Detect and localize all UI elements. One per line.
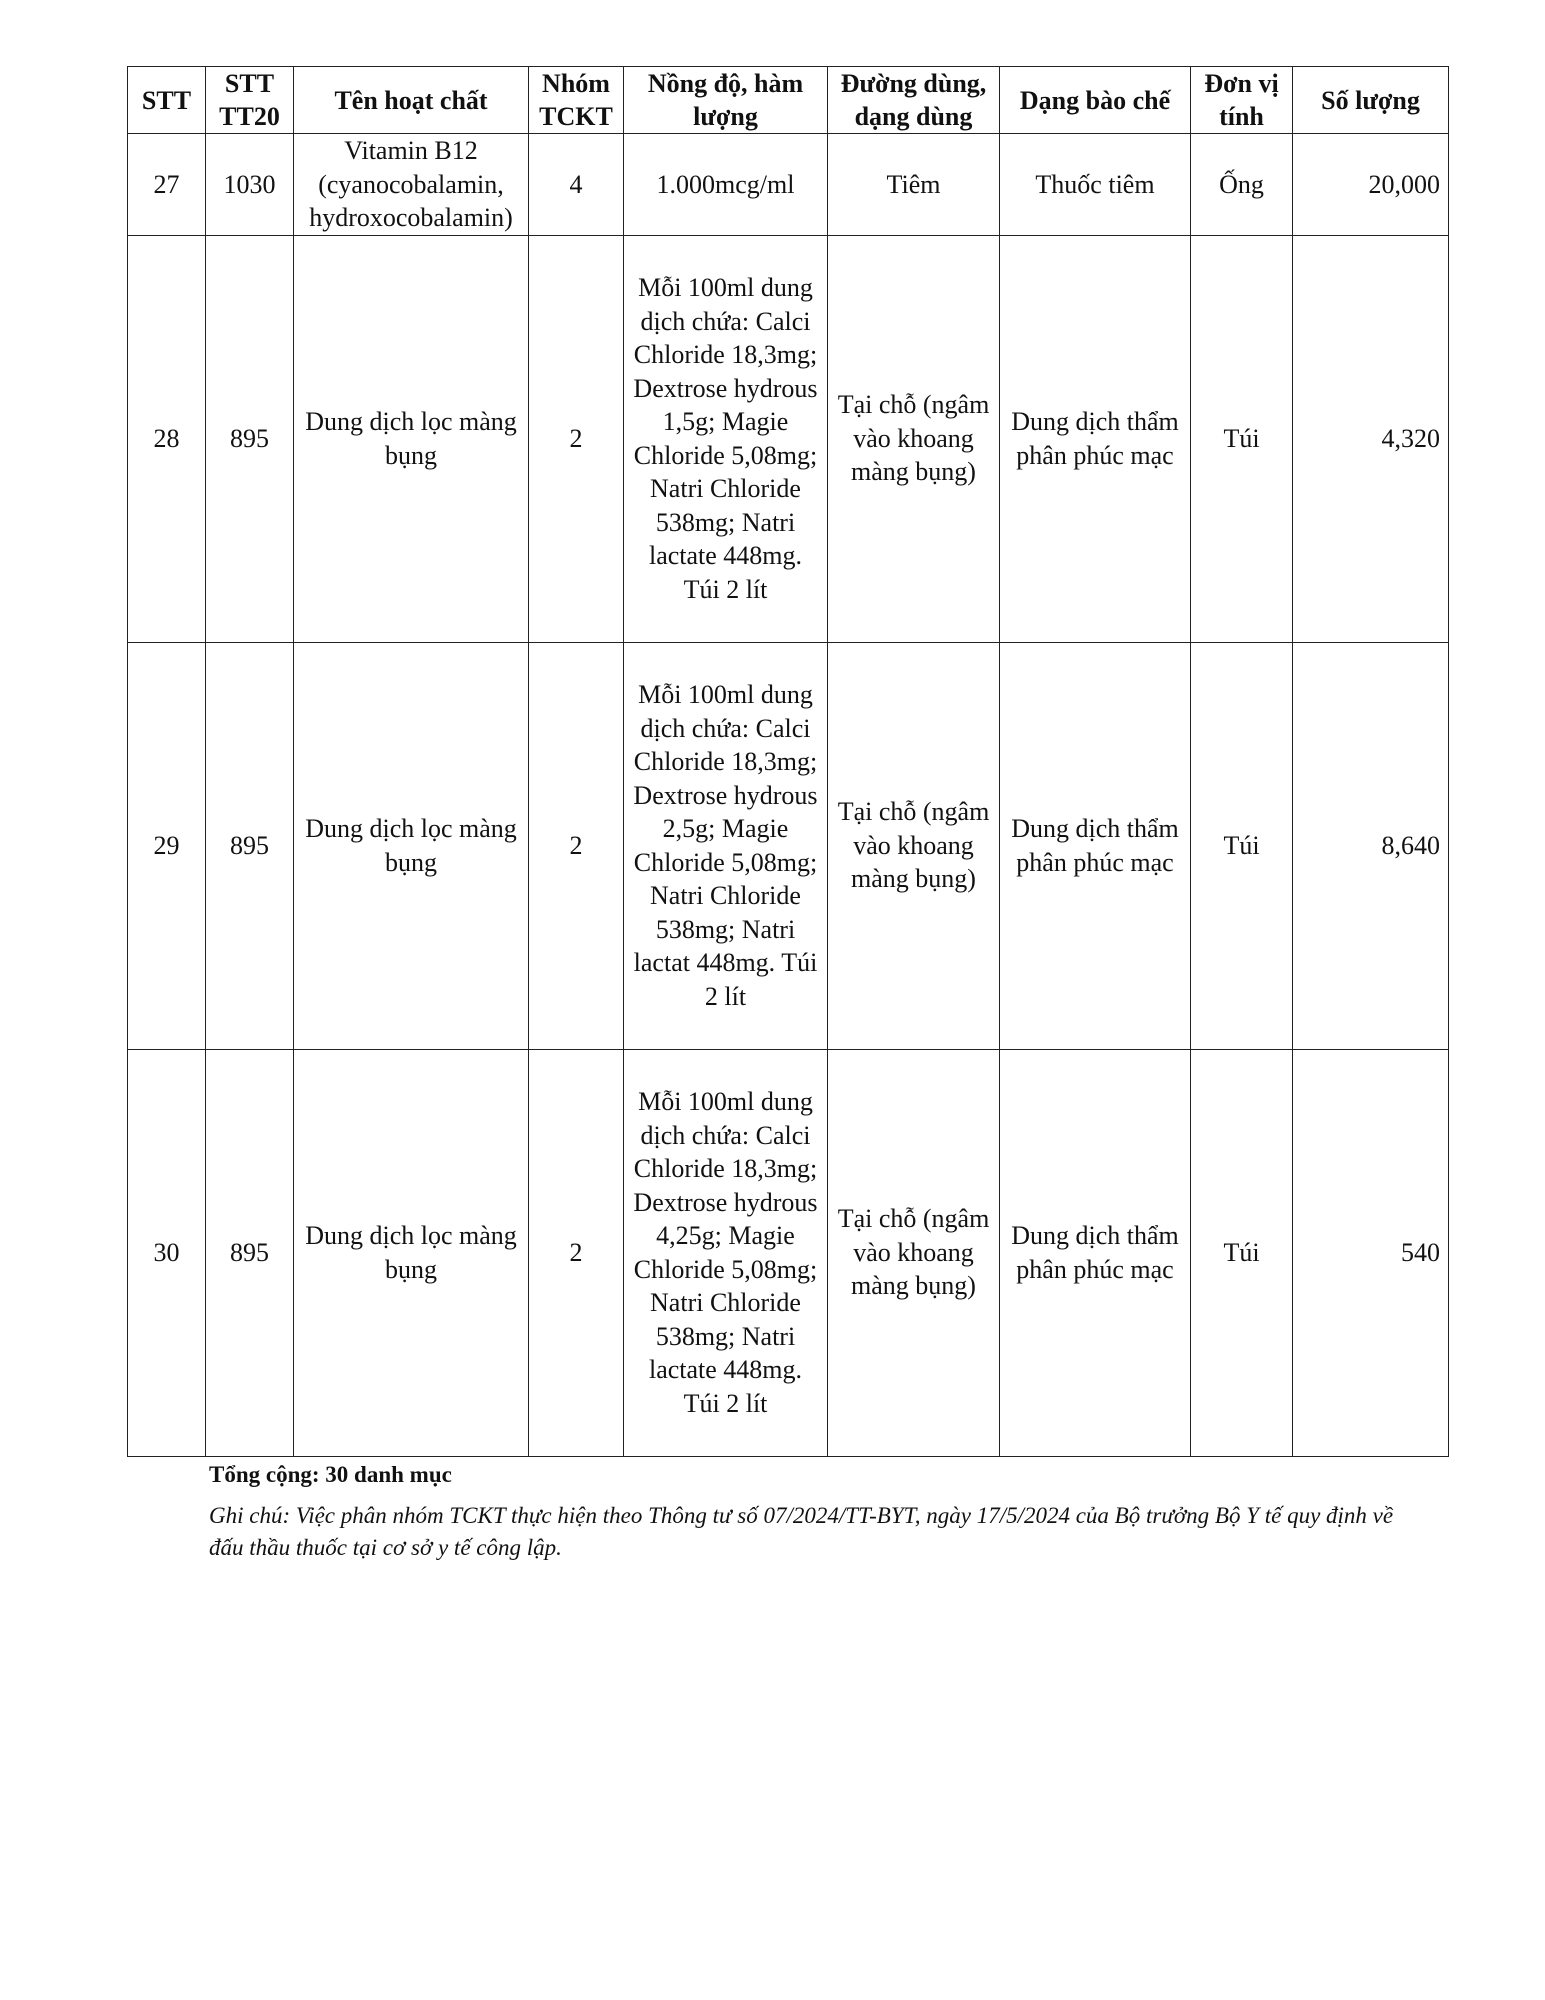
cell-don-vi: Túi [1191,642,1293,1049]
table-row [128,235,1449,642]
header-duong-dung: Đường dùng, dạng dùng [828,67,1000,134]
cell-dang-bao-che: Dung dịch thẩm phân phúc mạc [1000,235,1191,642]
cell-duong-dung: Tại chỗ (ngâm vào khoang màng bụng) [828,1049,1000,1456]
table-row [128,1049,1449,1456]
cell-so-luong: 8,640 [1293,642,1449,1049]
cell-stt-tt20: 895 [206,235,294,642]
cell-don-vi: Túi [1191,1049,1293,1456]
cell-so-luong: 4,320 [1293,235,1449,642]
header-ten-hoat-chat: Tên hoạt chất [294,67,529,134]
cell-stt: 30 [128,1049,206,1456]
header-stt: STT [128,67,206,134]
table-row [128,642,1449,1049]
cell-don-vi: Túi [1191,235,1293,642]
cell-dang-bao-che: Thuốc tiêm [1000,134,1191,236]
cell-nhom-tckt: 4 [529,134,624,236]
header-nhom-tckt: Nhóm TCKT [529,67,624,134]
header-dang-bao-che: Dạng bào chế [1000,67,1191,134]
cell-nhom-tckt: 2 [529,642,624,1049]
cell-stt: 29 [128,642,206,1049]
cell-duong-dung: Tại chỗ (ngâm vào khoang màng bụng) [828,235,1000,642]
header-don-vi: Đơn vị tính [1191,67,1293,134]
cell-dang-bao-che: Dung dịch thẩm phân phúc mạc [1000,1049,1191,1456]
cell-ten-hoat-chat: Vitamin B12 (cyanocobalamin, hydroxocobalamin) [294,134,529,236]
cell-nong-do: Mỗi 100ml dung dịch chứa: Calci Chloride 18,3mg; Dextrose hydrous 1,5g; Magie Chloride 5,08mg; Natri Chloride 538mg; Natri lactate 448mg. Túi 2 lít [624,235,828,642]
cell-ten-hoat-chat: Dung dịch lọc màng bụng [294,235,529,642]
cell-nhom-tckt: 2 [529,1049,624,1456]
cell-nong-do: Mỗi 100ml dung dịch chứa: Calci Chloride 18,3mg; Dextrose hydrous 2,5g; Magie Chloride 5,08mg; Natri Chloride 538mg; Natri lactat 448mg. Túi 2 lít [624,642,828,1049]
cell-duong-dung: Tại chỗ (ngâm vào khoang màng bụng) [828,642,1000,1049]
cell-ten-hoat-chat: Dung dịch lọc màng bụng [294,1049,529,1456]
footnote: Ghi chú: Việc phân nhóm TCKT thực hiện theo Thông tư số 07/2024/TT-BYT, ngày 17/5/2024 của Bộ trưởng Bộ Y tế quy định về đấu thầu thuốc tại cơ sở y tế công lập. [209,1503,1394,1560]
header-so-luong: Số lượng [1293,67,1449,134]
cell-ten-hoat-chat: Dung dịch lọc màng bụng [294,642,529,1049]
header-nong-do: Nồng độ, hàm lượng [624,67,828,134]
cell-stt-tt20: 1030 [206,134,294,236]
table-header-row [128,67,1449,134]
table-row [128,134,1449,236]
drug-list-table [127,66,1449,1457]
cell-nong-do: Mỗi 100ml dung dịch chứa: Calci Chloride 18,3mg; Dextrose hydrous 4,25g; Magie Chloride 5,08mg; Natri Chloride 538mg; Natri lactate 448mg. Túi 2 lít [624,1049,828,1456]
total-summary: Tổng cộng: 30 danh mục [209,1462,452,1487]
cell-stt: 27 [128,134,206,236]
cell-so-luong: 20,000 [1293,134,1449,236]
cell-nhom-tckt: 2 [529,235,624,642]
cell-stt-tt20: 895 [206,1049,294,1456]
header-stt-tt20: STT TT20 [206,67,294,134]
cell-don-vi: Ống [1191,134,1293,236]
cell-duong-dung: Tiêm [828,134,1000,236]
cell-dang-bao-che: Dung dịch thẩm phân phúc mạc [1000,642,1191,1049]
cell-nong-do: 1.000mcg/ml [624,134,828,236]
cell-stt-tt20: 895 [206,642,294,1049]
cell-so-luong: 540 [1293,1049,1449,1456]
cell-stt: 28 [128,235,206,642]
